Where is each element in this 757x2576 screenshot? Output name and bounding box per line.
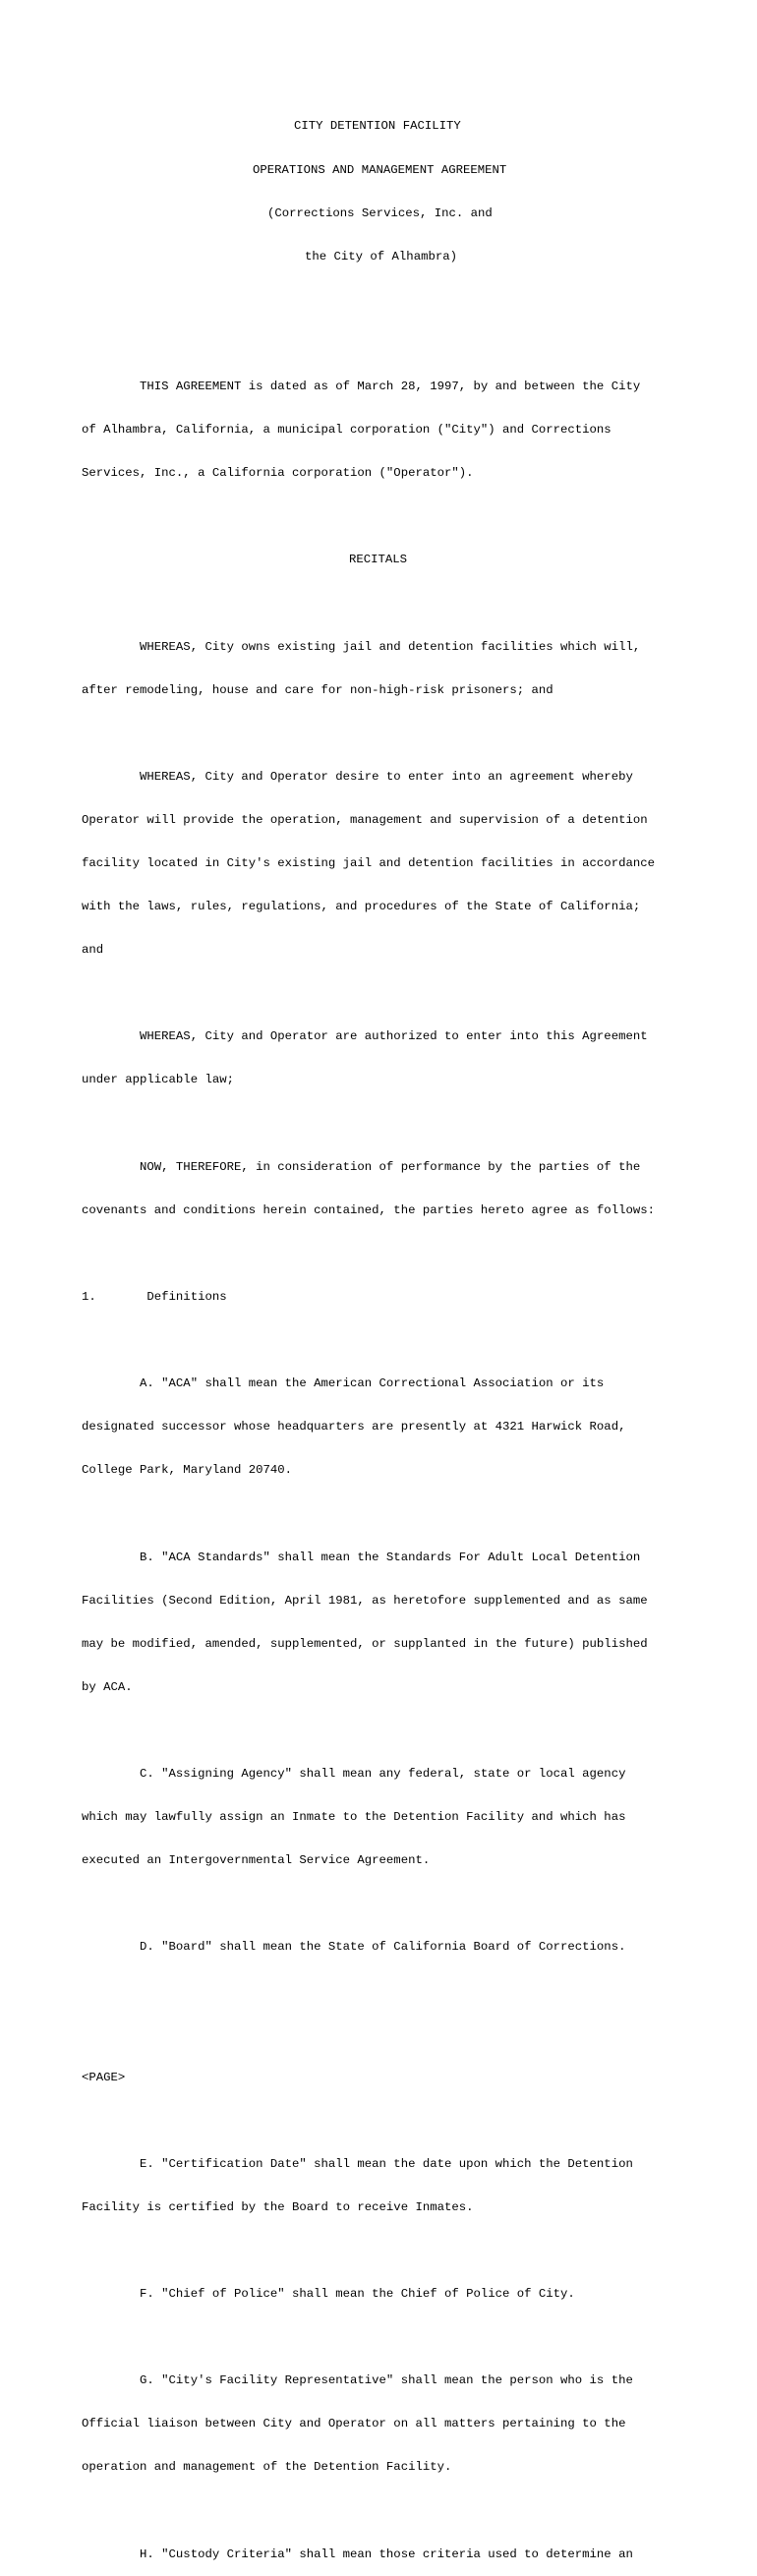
definition-line: which may lawfully assign an Inmate to the Detention Facility and which has [82,1810,626,1825]
now-therefore-line: NOW, THEREFORE, in consideration of performance by the parties of the [82,1159,641,1174]
whereas-paragraph-line: after remodeling, house and care for non-high-risk prisoners; and [82,682,553,697]
definition-line: Official liaison between City and Operator on all matters pertaining to the [82,2417,626,2431]
page-marker: <PAGE> [82,2070,126,2084]
intro-paragraph-line: of Alhambra, California, a municipal corporation ("City") and Corrections [82,423,611,438]
whereas-paragraph-line: WHEREAS, City owns existing jail and detention facilities which will, [82,639,641,654]
definition-line: Facilities (Second Edition, April 1981, as heretofore supplemented and as same [82,1593,648,1608]
document-page [82,90,681,2576]
definition-line: G. "City's Facility Representative" shall mean the person who is the [82,2373,633,2388]
recitals-heading: RECITALS [349,553,408,567]
whereas-paragraph-line: and [82,943,104,958]
now-therefore-line: covenants and conditions herein contained, the parties hereto agree as follows: [82,1202,655,1217]
definition-line: designated successor whose headquarters are presently at 4321 Harwick Road, [82,1420,626,1434]
definition-line: by ACA. [82,1679,133,1694]
whereas-paragraph-line: WHEREAS, City and Operator desire to enter into an agreement whereby [82,769,633,784]
whereas-paragraph-line: under applicable law; [82,1073,234,1087]
definition-line: A. "ACA" shall mean the American Correctional Association or its [82,1376,605,1391]
whereas-paragraph-line: with the laws, rules, regulations, and procedures of the State of California; [82,900,641,914]
section-heading-definitions: 1. Definitions [82,1289,227,1304]
whereas-paragraph-line: facility located in City's existing jail and detention facilities in accordance [82,856,655,870]
intro-paragraph-line: THIS AGREEMENT is dated as of March 28, 1997, by and between the City [82,379,641,393]
definition-line: D. "Board" shall mean the State of California Board of Corrections. [82,1940,626,1955]
definition-line: Facility is certified by the Board to receive Inmates. [82,2199,474,2214]
title-line-4: the City of Alhambra) [305,249,457,263]
whereas-paragraph-line: WHEREAS, City and Operator are authorized to enter into this Agreement [82,1029,648,1044]
whereas-paragraph-line: Operator will provide the operation, management and supervision of a detention [82,812,648,827]
title-line-3: (Corrections Services, Inc. and [267,205,493,220]
definition-line: College Park, Maryland 20740. [82,1463,293,1478]
definition-line: may be modified, amended, supplemented, or supplanted in the future) published [82,1636,648,1651]
definition-line: operation and management of the Detention Facility. [82,2460,452,2475]
definition-line: F. "Chief of Police" shall mean the Chief of Police of City. [82,2287,575,2302]
intro-paragraph-line: Services, Inc., a California corporation ("Operator"). [82,466,474,481]
definition-line: H. "Custody Criteria" shall mean those criteria used to determine an [82,2547,633,2561]
definition-line: E. "Certification Date" shall mean the date upon which the Detention [82,2156,633,2171]
definition-line: C. "Assigning Agency" shall mean any federal, state or local agency [82,1766,626,1781]
definition-line: executed an Intergovernmental Service Agreement. [82,1853,431,1868]
title-line-2: OPERATIONS AND MANAGEMENT AGREEMENT [253,162,507,177]
definition-line: B. "ACA Standards" shall mean the Standards For Adult Local Detention [82,1550,641,1564]
title-line-1: CITY DETENTION FACILITY [294,119,461,134]
